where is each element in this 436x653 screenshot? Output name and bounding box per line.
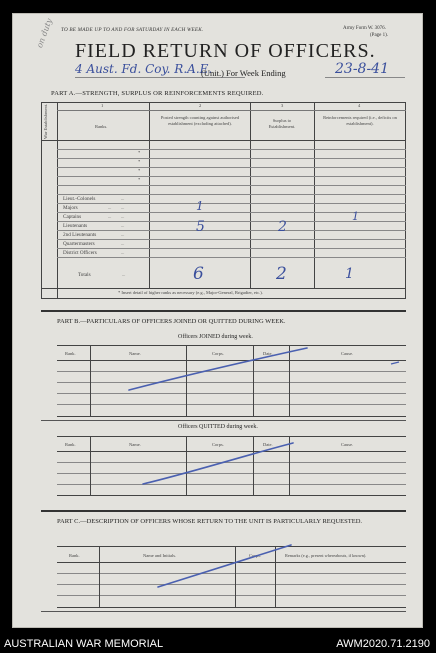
joined-col-date: Date. [263,351,273,356]
rank-row: Captains [63,214,82,220]
top-instruction: TO BE MADE UP TO AND FOR SATURDAY IN EACH WEEK. [61,27,204,33]
part-c-col-name: Name and Initials. [143,553,177,558]
rank-row: 2nd Lieutenants [63,232,97,238]
col-head-ranks: Ranks. [95,124,108,129]
rank-row: * [138,150,141,155]
lieutenants-posted-value: 5 [196,219,205,235]
war-establishment-label: War Establishment. [43,103,48,139]
footer-institution: AUSTRALIAN WAR MEMORIAL [4,638,164,650]
col-number-2: 2 [199,103,202,108]
joined-col-cause: Cause. [341,351,354,356]
form-number: Army Form W. 3076. [343,26,386,31]
part-c-cancel-stroke [158,545,291,587]
part-c-heading: PART C.—DESCRIPTION OF OFFICERS WHOSE RETURN TO THE UNIT IS PARTICULARLY REQUESTED. [57,518,363,525]
col-head-posted: Posted strength counting against authorised establishment (excluding attached). [160,115,240,126]
part-c-col-remarks: Remarks (e.g., present whereabouts, if known). [285,553,367,558]
page-number: (Page 1). [370,33,389,38]
joined-col-corps: Corps. [212,351,224,356]
lieutenants-surplus-value: 2 [278,219,287,235]
total-posted: 6 [193,264,204,284]
quitted-col-rank: Rank. [65,442,76,447]
cancellation-strokes [13,14,422,627]
majors-posted-value: 1 [196,199,204,213]
joined-title: Officers JOINED during week. [178,334,253,340]
margin-pencil-note: on duty [35,17,54,50]
col-head-surplus: Surplus to Establishment. [268,118,296,129]
archive-footer [0,636,436,653]
quitted-col-cause: Cause. [341,442,354,447]
captains-reinforcements-value: 1 [352,210,359,223]
quitted-title: Officers QUITTED during week. [178,424,258,430]
joined-cancel-stroke [129,348,307,390]
rank-row: * [138,177,141,182]
document-page: TO BE MADE UP TO AND FOR SATURDAY IN EACH WEEK. Army Form W. 3076. (Page 1). on duty FIELD RETURN OF OFFICERS. 4 Aust. Fd. Coy. R.A.E. (Unit.) For Week Ending 23-8-41 PART A.—STRENGTH, SURPLUS OR REINFORCEMENTS REQUIRED. War Establishment. 1 2 3 4 Ranks. Posted strength counting against authorised establishment (excluding attached). Surplus to Establishment. Reinforcements required (i.e., deficits on establishment). * * * * Lieut.-Colonels Majors Captains Lieutenants 2nd Lieutenants Quartermasters District Officers ... ... ... ... ... ... ... ... ... ... 1 1 5 2 Totals 6 2 1 * Insert detail of higher ranks as necessary (e.g., Major-General, Brigadier, etc.). PART B.—PARTICULARS OF OFFICERS JOINED OR QUITTED DURING WEEK. Officers JOINED during week. Rank. Name. Corps. Date. Cause. Officers QUITTED during week. Rank. Name. Corps. Date. Cause. PART C.—DESCRIPTION OF OFFICERS WHOSE RETURN TO THE UNIT IS PARTICULARLY REQUESTED. Rank. Name and Initials. Corps. Remarks (e.g., present whereabouts, if known). [12,13,423,628]
part-c-col-corps: Corps. [249,553,261,558]
rank-row: * [138,168,141,173]
part-a-heading: PART A.—STRENGTH, SURPLUS OR REINFORCEMENTS REQUIRED. [51,90,264,97]
col-number-4: 4 [358,103,361,108]
rank-row: Lieutenants [63,223,88,229]
total-surplus: 2 [276,264,287,284]
part-a-footnote: * Insert detail of higher ranks as necessary (e.g., Major-General, Brigadier, etc.). [118,290,263,295]
unit-label: (Unit.) For Week Ending [201,68,286,78]
rank-row: Quartermasters [63,241,95,247]
week-ending-date: 23-8-41 [335,61,389,77]
unit-handwritten: 4 Aust. Fd. Coy. R.A.E. [75,62,213,76]
part-c-col-rank: Rank. [69,553,80,558]
rank-row: * [138,159,141,164]
joined-col-name: Name. [129,351,141,356]
part-b-heading: PART B.—PARTICULARS OF OFFICERS JOINED OR QUITTED DURING WEEK. [57,318,286,325]
col-number-3: 3 [281,103,284,108]
quitted-col-name: Name. [129,442,141,447]
joined-col-rank: Rank. [65,351,76,356]
quitted-col-date: Date. [263,442,273,447]
total-reinforcements: 1 [345,266,354,282]
quitted-col-corps: Corps. [212,442,224,447]
totals-label: Totals [78,272,91,278]
rank-row: Lieut.-Colonels [63,196,96,202]
document-title: FIELD RETURN OF OFFICERS. [75,40,376,62]
rank-row: District Officers [63,250,97,256]
rank-row: Majors [63,205,78,211]
col-number-1: 1 [101,103,104,108]
margin-tick [391,362,399,364]
quitted-cancel-stroke [143,443,293,484]
footer-accession: AWM2020.71.2190 [336,638,430,650]
col-head-reinforcements: Reinforcements required (i.e., deficits on establishment). [323,115,397,126]
